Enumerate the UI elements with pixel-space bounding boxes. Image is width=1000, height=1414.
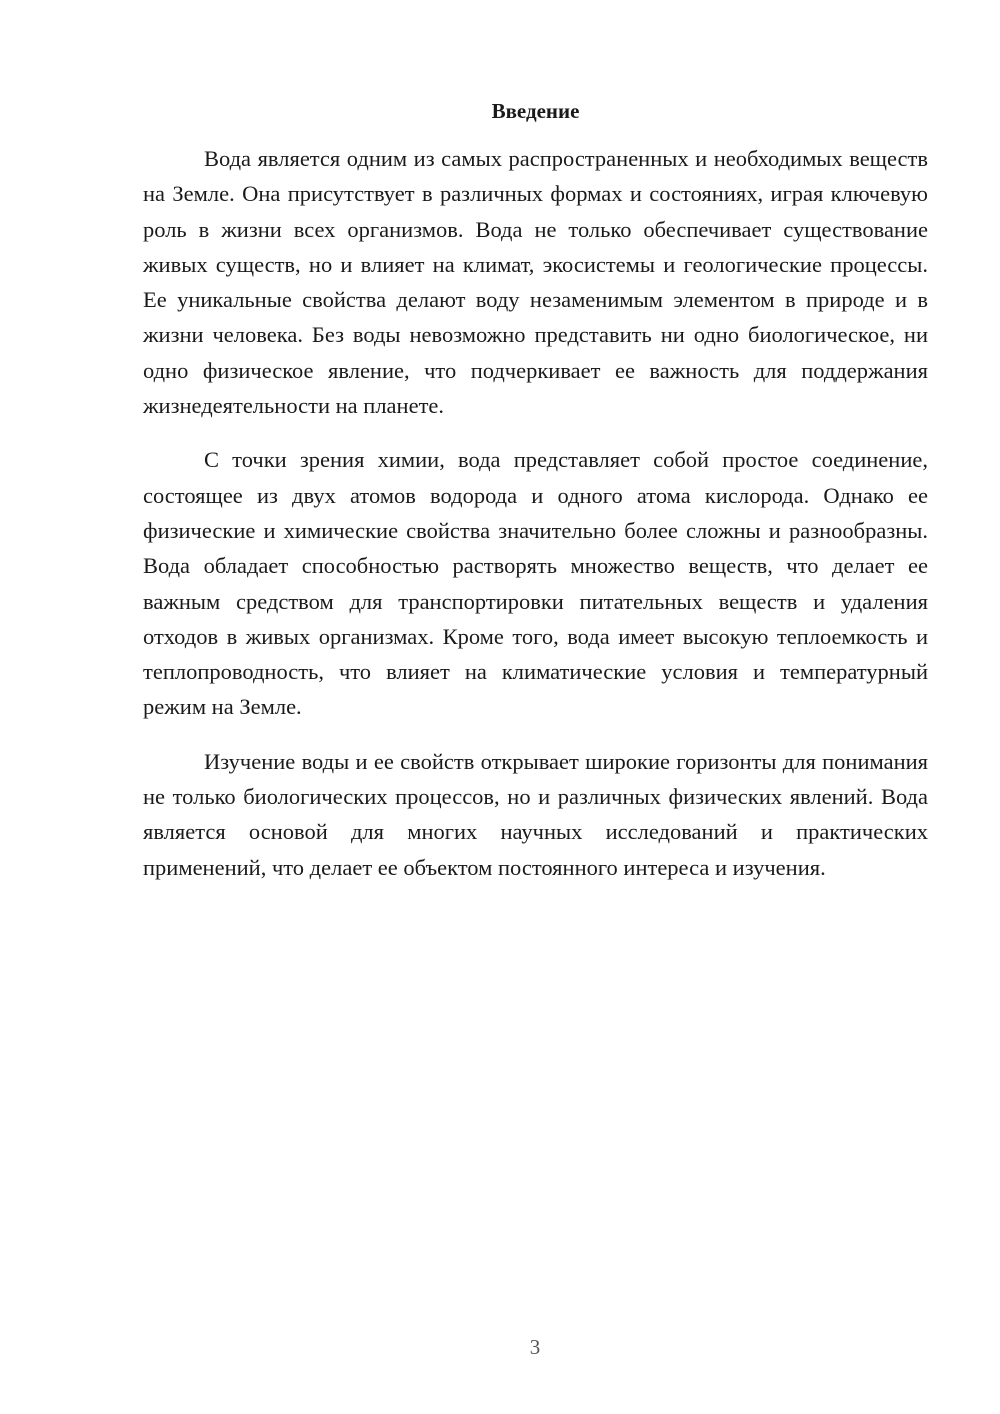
- body-text: [143, 141, 928, 904]
- paragraph-2: С точки зрения химии, вода представляет собой простое соединение, состоящее из двух атомов водорода и одного атома кислорода. Однако ее физические и химические свойства значительно более сложны и разнообразны. Вода обладает способностью растворять множество веществ, что делает ее важным средством для транспортировки питательных веществ и удаления отходов в живых организмах. Кроме того, вода имеет высокую теплоемкость и теплопроводность, что влияет на климатические условия и температурный режим на Земле.: [143, 447, 928, 720]
- page-number: 3: [529, 1335, 541, 1359]
- section-title: Введение: [491, 99, 580, 123]
- paragraph-1: Вода является одним из самых распространенных и необходимых веществ на Земле. Она присутствует в различных формах и состояниях, играя ключевую роль в жизни всех организмов. Вода не только обеспечивает существование живых существ, но и влияет на климат, экосистемы и геологические процессы. Ее уникальные свойства делают воду незаменимым элементом в природе и в жизни человека. Без воды невозможно представить ни одно биологическое, ни одно физическое явление, что подчеркивает ее важность для поддержания жизнедеятельности на планете.: [143, 146, 928, 419]
- paragraph-3: Изучение воды и ее свойств открывает широкие горизонты для понимания не только биологических процессов, но и различных физических явлений. Вода является основой для многих научных исследований и практических применений, что делает ее объектом постоянного интереса и изучения.: [143, 748, 928, 880]
